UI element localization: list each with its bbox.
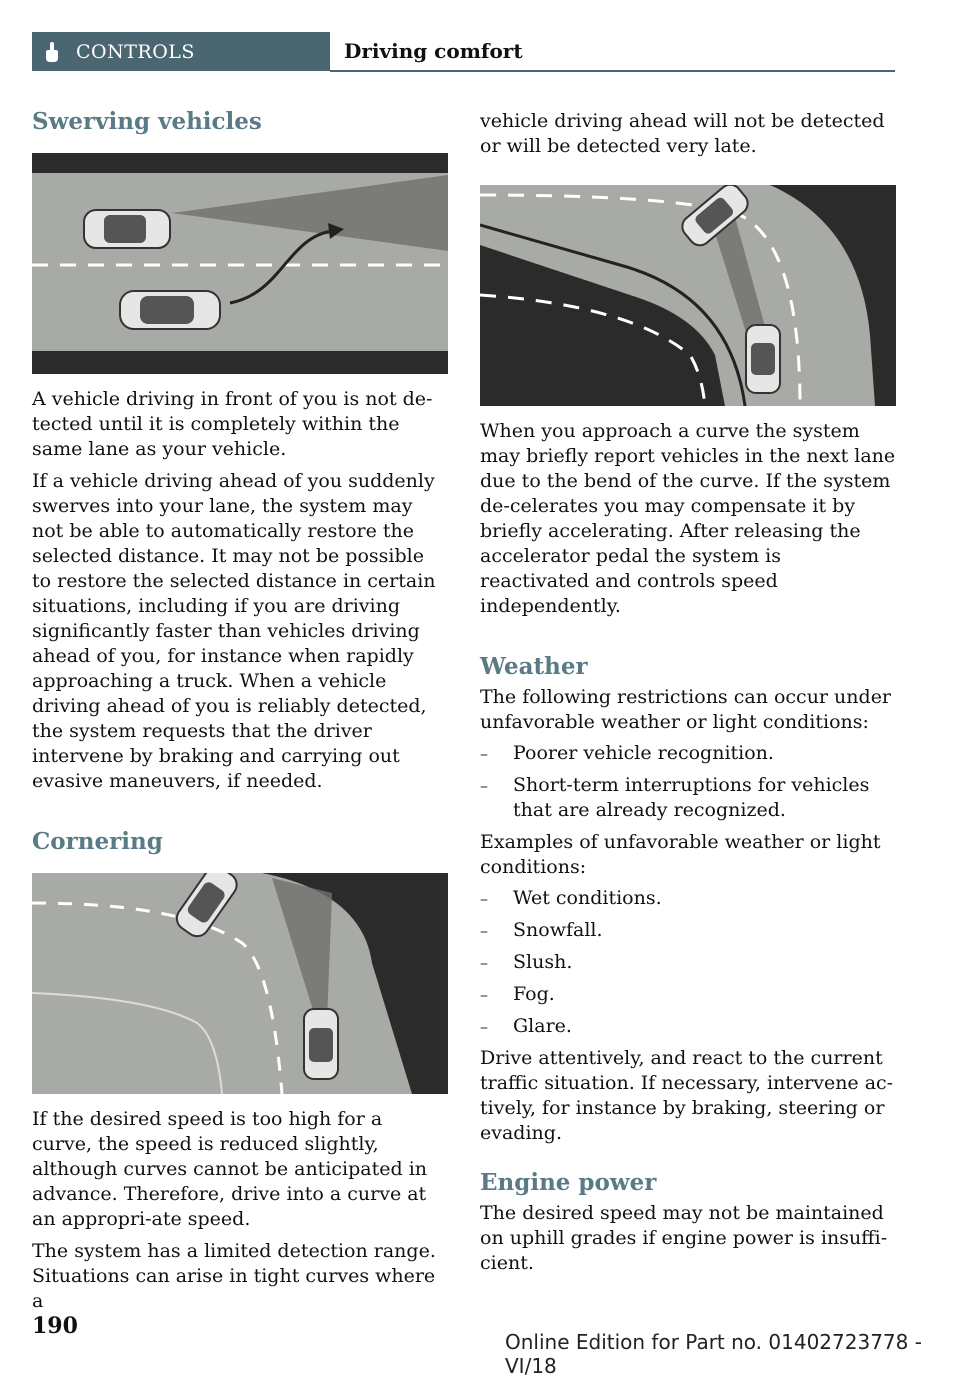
list-item: – Poorer vehicle recognition.: [480, 741, 896, 766]
right-column: [480, 100, 896, 1276]
paragraph: The following restrictions can occur under unfavorable weather or light conditions:: [480, 686, 892, 733]
section-label: CONTROLS: [76, 40, 195, 63]
left-column: [32, 100, 448, 1314]
header-title-bar: [330, 32, 895, 72]
list-item: – Snowfall.: [480, 918, 896, 943]
own-vehicle-icon: [746, 325, 780, 393]
list-item: – Glare.: [480, 1014, 896, 1039]
list-item: – Fog.: [480, 982, 896, 1007]
heading-cornering: Cornering: [32, 828, 163, 855]
paragraph: The desired speed may not be maintained on uphill grades if engine power is insuffi-cient.: [480, 1202, 888, 1274]
swerving-vehicles-illustration: [32, 153, 448, 374]
cornering-illustration: [32, 873, 448, 1094]
own-vehicle-icon: [84, 210, 170, 248]
paragraph: vehicle driving ahead will not be detected or will be detected very late.: [480, 110, 885, 157]
heading-engine-power: Engine power: [480, 1169, 657, 1196]
hand-pointer-icon: [32, 32, 72, 71]
page-number: 190: [32, 1313, 78, 1339]
paragraph: If the desired speed is too high for a curve, the speed is reduced slightly, although curves cannot be anticipated in advance. Therefore, drive into a curve at an appropri-ate speed.: [32, 1108, 428, 1230]
curve-adjacent-lane-illustration: [480, 185, 896, 406]
list-item: – Wet conditions.: [480, 886, 896, 911]
restrictions-list: [480, 741, 896, 823]
paragraph: Drive attentively, and react to the current traffic situation. If necessary, intervene ac-tively, for instance by braking, steering or evading.: [480, 1047, 894, 1144]
section-tab: [32, 32, 330, 71]
heading-weather: Weather: [480, 653, 588, 680]
paragraph: If a vehicle driving ahead of you suddenly swerves into your lane, the system may not be able to automatically restore the selected distance. It may not be possible to restore the selected distance in certain situations, including if you are driving significantly faster than vehicles driving ahead of you, for instance when rapidly approaching a truck. When a vehicle driving ahead of you is reliably detected, the system requests that the driver intervene by braking and carrying out evasive maneuvers, if needed.: [32, 470, 436, 792]
list-item: – Slush.: [480, 950, 896, 975]
conditions-list: [480, 886, 896, 1039]
own-vehicle-icon: [304, 1009, 338, 1079]
paragraph: Examples of unfavorable weather or light conditions:: [480, 831, 881, 878]
paragraph: The system has a limited detection range. Situations can arise in tight curves where a: [32, 1240, 436, 1312]
page-header: [32, 32, 895, 72]
swerving-vehicle-icon: [120, 291, 220, 329]
paragraph: When you approach a curve the system may briefly report vehicles in the next lane due to the bend of the curve. If the system de-celerates you may compensate it by briefly accelerating. After releasing the accelerator pedal the system is reactivated and controls speed independently.: [480, 420, 896, 617]
heading-swerving-vehicles: Swerving vehicles: [32, 108, 262, 135]
paragraph: A vehicle driving in front of you is not de-tected until it is completely within the same lane as your vehicle.: [32, 388, 433, 460]
chapter-title: Driving comfort: [344, 39, 523, 63]
list-item: – Short-term interruptions for vehicles that are already recognized.: [480, 773, 896, 823]
footer-edition: Online Edition for Part no. 01402723778 - VI/18: [505, 1330, 922, 1378]
